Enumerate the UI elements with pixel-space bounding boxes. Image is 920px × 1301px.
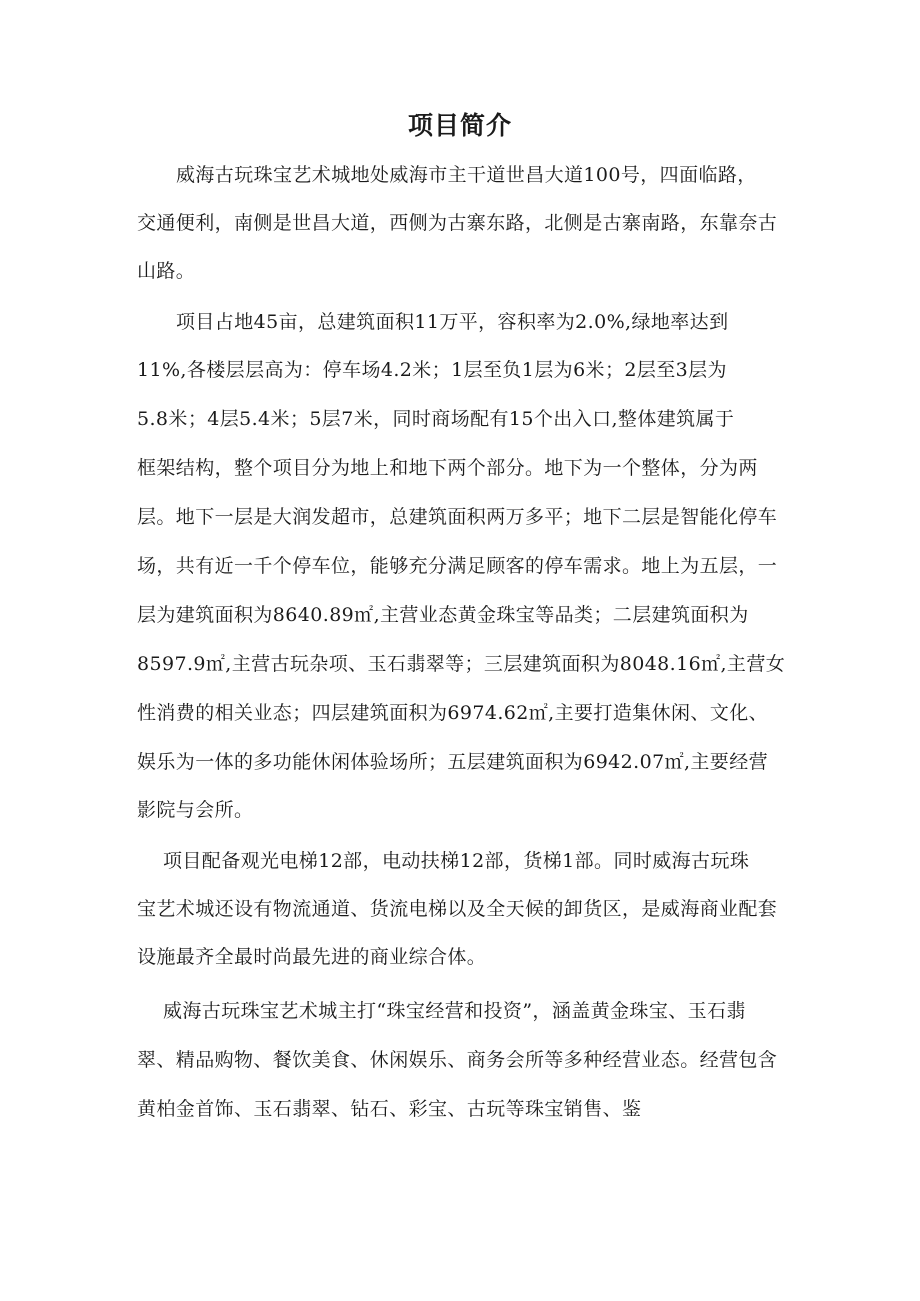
- paragraph-4-line-3: 黄柏金首饰、玉石翡翠、钻石、彩宝、古玩等珠宝销售、鉴: [137, 1098, 642, 1120]
- paragraph-2-line-10: 娱乐为一体的多功能休闲体验场所；五层建筑面积为6942.07㎡,主要经营: [137, 751, 769, 773]
- paragraph-2-line-5: 层。地下一层是大润发超市，总建筑面积两万多平；地下二层是智能化停车: [137, 506, 778, 528]
- paragraph-2-line-6: 场，共有近一千个停车位，能够充分满足顾客的停车需求。地上为五层，一: [137, 555, 778, 577]
- paragraph-3-line-1: 项目配备观光电梯12部，电动扶梯12部，货梯1部。同时威海古玩珠: [163, 850, 750, 872]
- paragraph-3-line-2: 宝艺术城还设有物流通道、货流电梯以及全天候的卸货区，是威海商业配套: [137, 898, 778, 920]
- paragraph-2-line-4: 框架结构，整个项目分为地上和地下两个部分。地下为一个整体，分为两: [137, 457, 758, 479]
- paragraph-1-line-1: 威海古玩珠宝艺术城地处威海市主干道世昌大道100号，四面临路，: [176, 164, 757, 186]
- paragraph-3-line-3: 设施最齐全最时尚最先进的商业综合体。: [137, 946, 487, 968]
- paragraph-1-line-2: 交通便利，南侧是世昌大道，西侧为古寨东路，北侧是古寨南路，东靠奈古: [137, 212, 778, 234]
- paragraph-2-line-7: 层为建筑面积为8640.89㎡,主营业态黄金珠宝等品类；二层建筑面积为: [137, 604, 749, 626]
- paragraph-2-line-8: 8597.9㎡,主营古玩杂项、玉石翡翠等；三层建筑面积为8048.16㎡,主营女: [137, 653, 786, 675]
- page-title: 项目简介: [407, 111, 512, 140]
- paragraph-4-line-2: 翠、精品购物、餐饮美食、休闲娱乐、商务会所等多种经营业态。经营包含: [137, 1049, 778, 1071]
- paragraph-2-line-2: 11%,各楼层层高为：停车场4.2米；1层至负1层为6米；2层至3层为: [137, 359, 727, 381]
- paragraph-2-line-11: 影院与会所。: [137, 799, 254, 821]
- paragraph-2-line-9: 性消费的相关业态；四层建筑面积为6974.62㎡,主要打造集休闲、文化、: [137, 702, 769, 724]
- paragraph-2-line-1: 项目占地45亩，总建筑面积11万平，容积率为2.0%,绿地率达到: [176, 311, 729, 333]
- paragraph-4-line-1: 威海古玩珠宝艺术城主打“珠宝经营和投资”，涵盖黄金珠宝、玉石翡: [163, 1000, 746, 1022]
- paragraph-1-line-3: 山路。: [137, 260, 196, 282]
- paragraph-2-line-3: 5.8米；4层5.4米；5层7米，同时商场配有15个出入口,整体建筑属于: [137, 408, 735, 430]
